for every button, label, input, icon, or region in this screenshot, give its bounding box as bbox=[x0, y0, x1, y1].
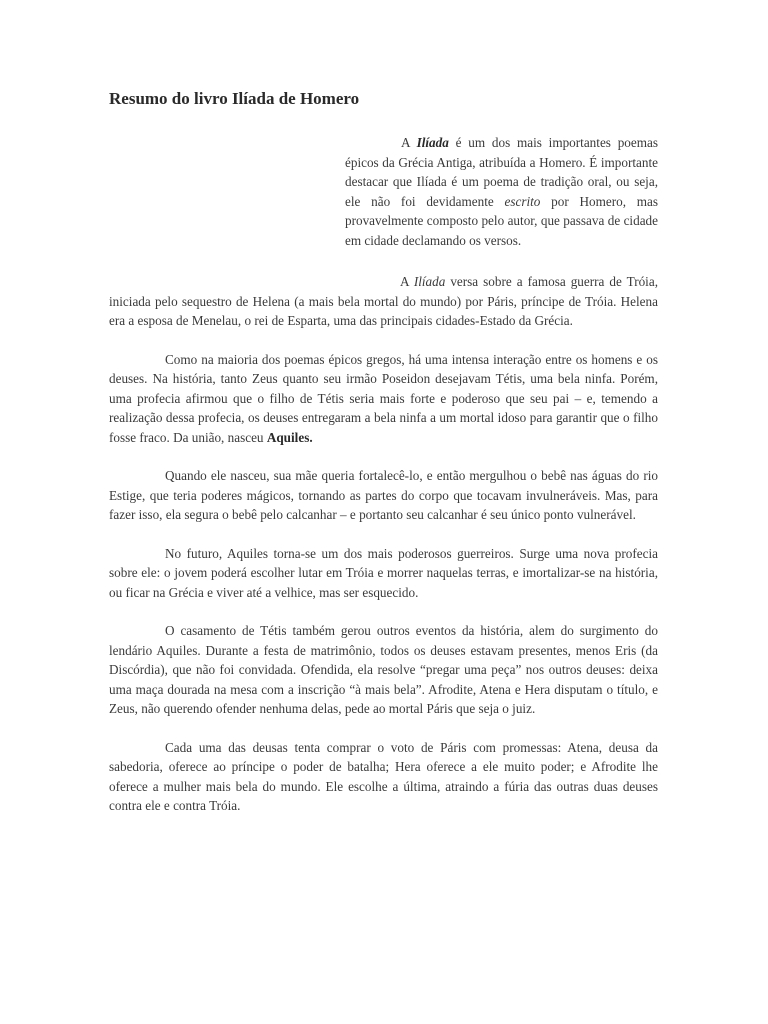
paragraph-prophecy: No futuro, Aquiles torna-se um dos mais poderosos guerreiros. Surge uma nova profecia sobre ele: o jovem poderá escolher lutar em Tróia e morrer naquelas terras, e imortalizar-se na história, ou ficar na Grécia e viver até a velhice, mas ser esquecido. bbox=[109, 545, 658, 600]
paragraph-wedding: O casamento de Tétis também gerou outros eventos da história, alem do surgimento do lendário Aquiles. Durante a festa de matrimônio, todos os deuses estavam presentes, menos Eris (da Discórdia), que não foi convidada. Ofendida, ela resolve “pregar uma peça” nos outros deuses: deixa uma maça dourada na mesa com a inscrição “à mais bela”. Afrodite, Atena e Hera disputam o título, e Zeus, não querendo ofender nenhuma delas, pede ao mortal Páris que seja o juiz. bbox=[109, 623, 658, 716]
paragraph-goddesses: Cada uma das deusas tenta comprar o voto de Páris com promessas: Atena, deusa da sabedoria, oferece ao príncipe o poder de batalha; Hera oferece a ele muito poder; e Afrodite lhe oferece a mulher mais bela do mundo. Ele escolhe a última, atraindo a fúria das outras duas deuses contra ele e contra Tróia. bbox=[109, 739, 658, 813]
document-title: Resumo do livro Ilíada de Homero bbox=[109, 89, 360, 108]
paragraph-gods-and-men bbox=[109, 350, 658, 448]
document-page bbox=[109, 88, 658, 816]
paragraph-troy-war bbox=[109, 272, 658, 331]
paragraph-achilles-birth: Quando ele nasceu, sua mãe queria fortalecê-lo, e então mergulhou o bebê nas águas do rio Estige, que teria poderes mágicos, tornando as partes do corpo que tocavam invulneráveis. Mas, para fazer isso, ela segura o bebê pelo calcanhar – e portanto seu calcanhar é seu único ponto vulnerável. bbox=[109, 468, 658, 522]
p2-text: Como na maioria dos poemas épicos gregos, há uma intensa interação entre os homens e os deuses. Na história, tanto Zeus quanto seu irmão Poseidon desejavam Tétis, uma bela ninfa. Porém, uma profecia afirmou que o filho de Tétis seria mais forte e poderoso que seu pai – e, temendo a realização dessa profecia, os deuses entregaram a bela ninfa a um mortal idoso para garantir que o filho fosse fraco. Da união, nasceu bbox=[109, 351, 658, 445]
p1-emphasis-iliada: Ilíada bbox=[413, 274, 446, 289]
intro-emphasis-escrito: escrito bbox=[504, 193, 541, 209]
intro-lead: A bbox=[401, 135, 417, 150]
intro-text-part1: é um dos mais importantes poemas épicos da Grécia Antiga, atribuída a Homero. É importante destacar que Ilíada é um poema de tradição oral, ou seja, ele não foi devidamente bbox=[345, 135, 658, 209]
p1-text: versa sobre a famosa guerra de Tróia, iniciada pelo sequestro de Helena (a mais bela mortal do mundo) por Páris, príncipe de Tróia. Helena era a esposa de Menelau, o rei de Esparta, uma das principais cidades-Estado da Grécia. bbox=[109, 274, 658, 328]
intro-text-part2: por Homero, mas provavelmente composto pelo autor, que passava de cidade em cidade declamando os versos. bbox=[345, 193, 658, 248]
p1-lead: A bbox=[400, 274, 414, 289]
intro-emphasis-iliada: Ilíada bbox=[416, 135, 449, 150]
intro-paragraph bbox=[345, 133, 658, 250]
p2-bold-aquiles: Aquiles. bbox=[266, 429, 313, 445]
